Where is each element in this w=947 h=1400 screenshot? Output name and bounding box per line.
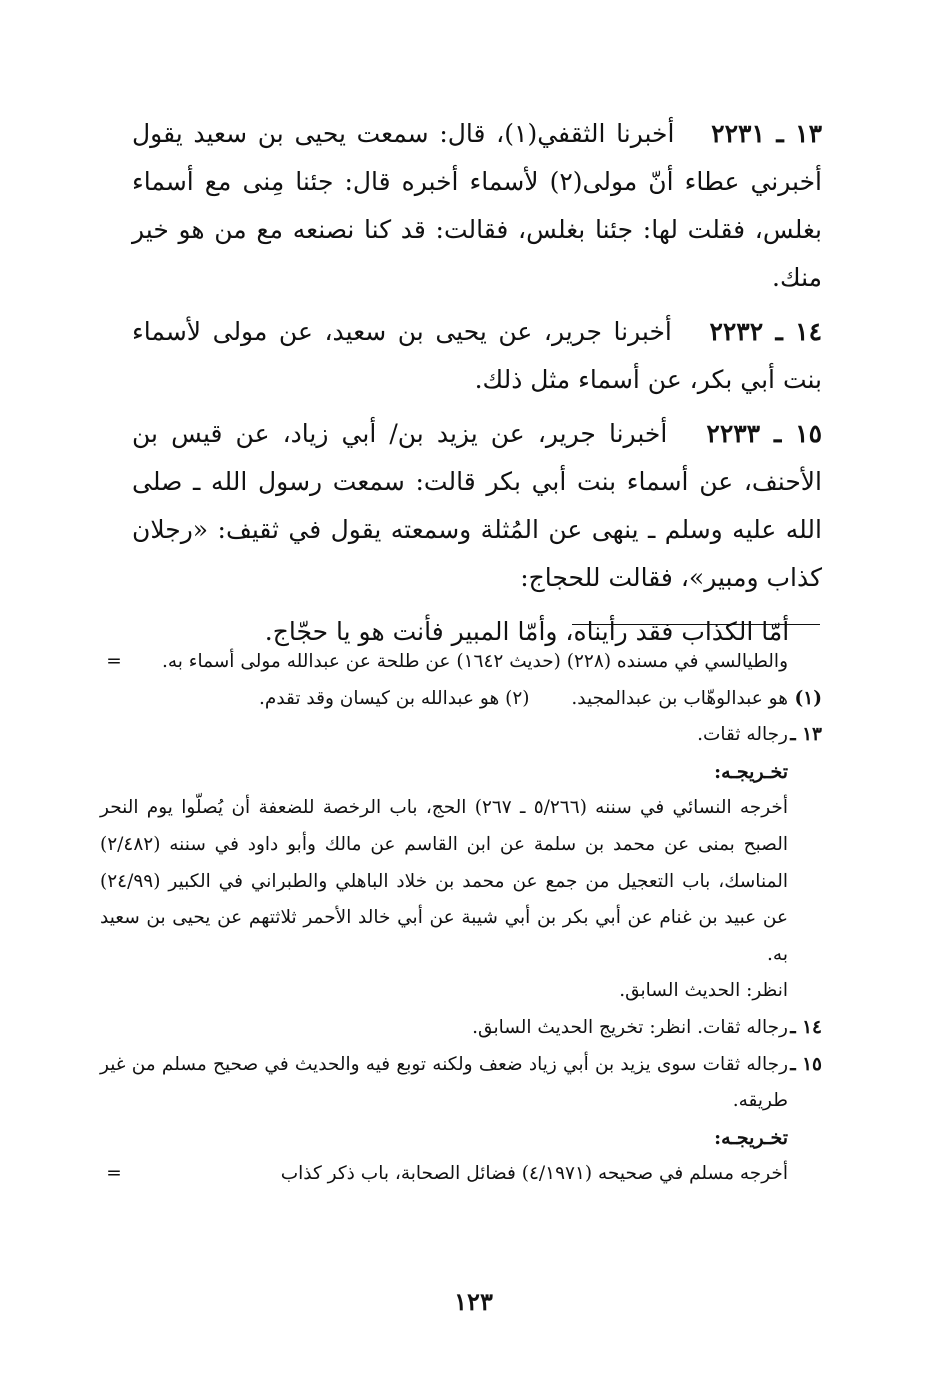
footnote-divider	[572, 624, 820, 625]
takhrij-heading-15: تخـريجـه:	[714, 1126, 788, 1149]
hadith-number: ١٤ ـ ٢٢٣٢	[709, 317, 822, 346]
note-14: ١٤ ـ رجاله ثقات. انظر: تخريج الحديث السابق.	[472, 1016, 822, 1038]
footnote-marker-2: (٢)	[505, 687, 530, 709]
footnote-1: هو عبدالوهّاب بن عبدالمجيد.	[571, 687, 788, 709]
hadith-number: ١٥ ـ ٢٢٣٣	[706, 419, 822, 448]
hadith-number: ١٣ ـ ٢٢٣١	[711, 119, 822, 148]
continuation-marker: =	[106, 651, 122, 672]
see-previous: انظر: الحديث السابق.	[619, 980, 788, 1002]
footnotes-block	[100, 644, 822, 1193]
note-15: ١٥ ـ رجاله ثقات سوى يزيد بن أبي زياد ضعف ولكنه توبع فيه والحديث في صحيح مسلم من غير طريقه.	[100, 1053, 822, 1112]
takhrij-15: أخرجه مسلم في صحيحه (٤/١٩٧١) فضائل الصحابة، باب ذكر كذاب =	[100, 1156, 822, 1193]
footnote-marker-1: (١)	[794, 687, 822, 709]
hadith-2231	[132, 110, 822, 302]
page-number: ١٢٣	[454, 1287, 493, 1316]
hadith-2233	[132, 410, 822, 602]
hadith-quote: أمّا الكذاب فقد رأيناه، وأمّا المبير فأنت هو يا حجّاج.	[264, 617, 790, 646]
note-13: ١٣ ـ رجاله ثقات.	[697, 724, 822, 746]
hadith-body: أخبرنا الثقفي(١)، قال: سمعت يحيى بن سعيد يقول أخبرني عطاء أنّ مولى(٢) لأسماء أخبره قال: جئنا مِنى مع أسماء بغلس، فقلت لها: جئنا بغلس، فقالت: قد كنا نصنعه مع من هو خير منك.	[132, 119, 822, 292]
takhrij-heading-13: تخـريجـه:	[714, 760, 788, 783]
takhrij-13: أخرجه النسائي في سننه (٥/٢٦٦ ـ ٢٦٧) الحج، باب الرخصة للضعفة أن يُصلّوا يوم النحر الصبح بمنى عن محمد بن سلمة عن ابن القاسم عن مالك وأبو داود في سننه (٢/٤٨٢) المناسك، باب التعجيل من جمع عن محمد بن خلاد الباهلي والطبراني في الكبير (٢٤/٩٩) عن عبيد بن غنام عن أبي بكر بن أبي شيبة عن أبي خالد الأحمر ثلاثتهم عن يحيى بن سعيد به.	[100, 797, 788, 965]
hadith-body: أخبرنا جرير، عن يزيد بن/ أبي زياد، عن قيس بن الأحنف، عن أسماء بنت أبي بكر قالت: سمعت رسول الله ـ صلى الله عليه وسلم ـ ينهى عن المُثلة وسمعته يقول في ثقيف: «رجلان كذاب ومبير»، فقالت للحجاج:	[132, 419, 822, 592]
footnote-row-1-2	[100, 681, 822, 718]
hadith-2232	[132, 308, 822, 404]
trailing-continuation-marker: =	[106, 1163, 122, 1185]
hadith-text-block	[132, 110, 822, 656]
footnote-continuation: والطيالسي في مسنده (٢٢٨) (حديث ١٦٤٢) عن طلحة عن عبدالله مولى أسماء به. =	[100, 644, 822, 681]
footnote-2: هو عبدالله بن كيسان وقد تقدم.	[258, 687, 500, 709]
hadith-body: أخبرنا جرير، عن يحيى بن سعيد، عن مولى لأسماء بنت أبي بكر، عن أسماء مثل ذلك.	[132, 317, 822, 394]
